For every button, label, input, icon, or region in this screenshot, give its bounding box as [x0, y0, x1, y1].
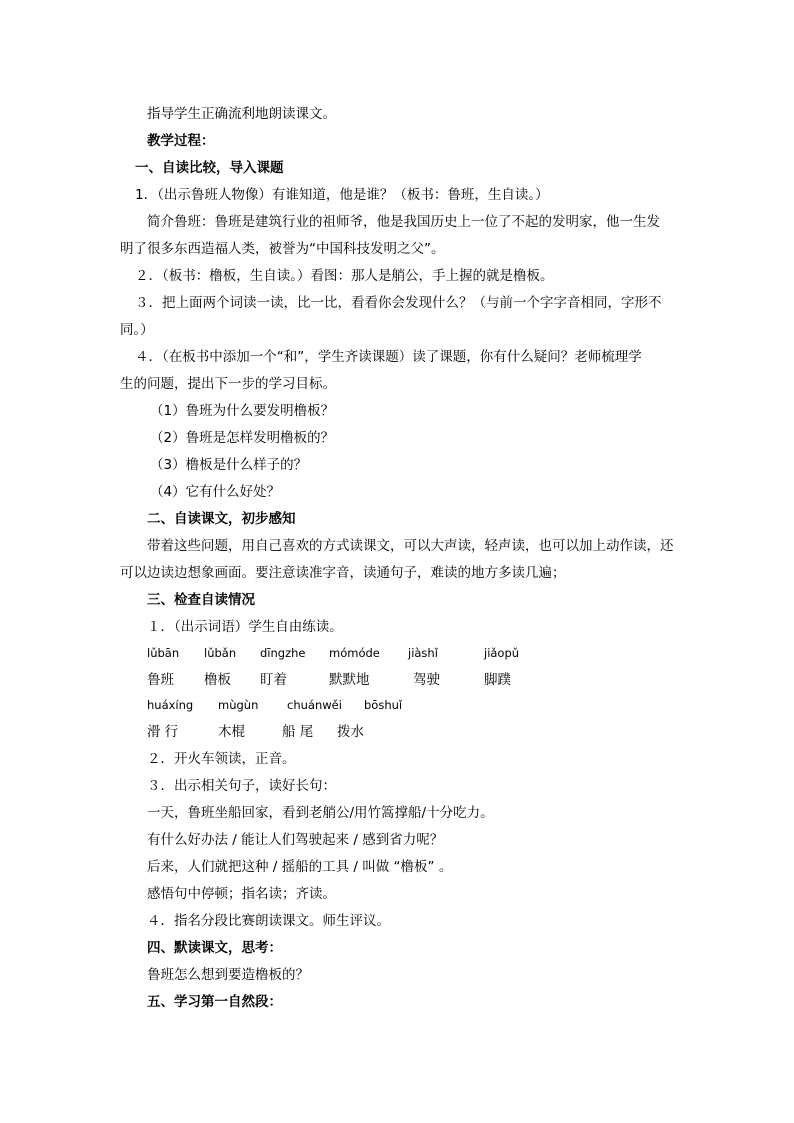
- section-1-heading: 一、自读比较，导入课题: [135, 160, 284, 176]
- step-4-line1: ４．（在板书中添加一个“和”，学生齐读课题）读了课题，你有什么疑问？老师梳理学: [135, 349, 642, 365]
- step-2: ２．（板书：橹板，生自读。）看图：那人是艄公，手上握的就是橹板。: [135, 268, 554, 284]
- check-step-1: １．（出示词语）学生自由练读。: [147, 619, 343, 635]
- question-2: （2）鲁班是怎样发明橹板的？: [150, 430, 335, 446]
- pinyin-boshui: bōshuǐ: [364, 698, 403, 712]
- pinyin-chuanwei: chuánwěi: [287, 698, 342, 712]
- pinyin-mugun: mùgùn: [218, 698, 259, 712]
- word-boshui: 拨水: [337, 724, 364, 740]
- section-3-heading: 三、检查自读情况: [147, 592, 255, 608]
- self-read-line1: 带着这些问题，用自己喜欢的方式读课文，可以大声读，轻声读，也可以加上动作读，还: [147, 538, 674, 554]
- question-4: （4）它有什么好处？: [150, 484, 281, 500]
- pinyin-jiashi: jiàshǐ: [408, 646, 438, 660]
- word-jiaopu: 脚蹼: [484, 672, 511, 688]
- word-luban: 鲁班: [147, 672, 174, 688]
- sentence-2: 有什么好办法 / 能让人们驾驶起来 / 感到省力呢？: [147, 832, 444, 848]
- word-momode: 默默地: [329, 672, 370, 688]
- section-4-heading: 四、默读课文，思考：: [147, 940, 282, 956]
- question-3: （3）橹板是什么样子的？: [150, 457, 308, 473]
- process-heading: 教学过程：: [147, 133, 215, 149]
- pinyin-huaxing: huáxíng: [147, 698, 194, 712]
- section-5-heading: 五、学习第一自然段：: [147, 994, 282, 1010]
- step-3-line2: 同。）: [120, 322, 154, 338]
- question-1: （1）鲁班为什么要发明橹板？: [150, 403, 335, 419]
- word-huaxing: 滑 行: [147, 724, 179, 740]
- word-jiashi: 驾驶: [413, 672, 440, 688]
- sentence-3: 后来，人们就把这种 / 摇船的工具 / 叫做 “橹板” 。: [147, 859, 453, 875]
- section-4-question: 鲁班怎么想到要造橹板的？: [147, 967, 309, 983]
- pinyin-jiaopu: jiǎopǔ: [484, 646, 520, 660]
- pinyin-luban: lǔbān: [147, 646, 180, 660]
- step-4-line2: 生的问题，提出下一步的学习目标。: [120, 376, 336, 392]
- pinyin-dingzhe: dīngzhe: [260, 646, 306, 660]
- pinyin-luban-oar: lǔbǎn: [204, 646, 237, 660]
- word-luban-oar: 橹板: [204, 672, 231, 688]
- pause-practice: 感悟句中停顿；指名读；齐读。: [147, 886, 336, 902]
- word-chuanwei: 船 尾: [282, 724, 314, 740]
- check-step-3: ３．出示相关句子，读好长句：: [147, 778, 336, 794]
- check-step-4: ４．指名分段比赛朗读课文。师生评议。: [147, 913, 390, 929]
- check-step-2: ２．开火车领读，正音。: [147, 751, 296, 767]
- word-mugun: 木棍: [218, 724, 245, 740]
- word-dingzhe: 盯着: [260, 672, 287, 688]
- section-2-heading: 二、自读课文，初步感知: [147, 511, 296, 527]
- self-read-line2: 可以边读边想象画面。要注意读准字音，读通句子，难读的地方多读几遍；: [120, 565, 566, 581]
- objective-line: 指导学生正确流利地朗读课文。: [147, 106, 336, 122]
- luban-intro-line2: 明了很多东西造福人类，被誉为“中国科技发明之父”。: [120, 241, 445, 257]
- luban-intro-line1: 简介鲁班：鲁班是建筑行业的祖师爷，他是我国历史上一位了不起的发明家，他一生发: [147, 214, 660, 230]
- step-3-line1: ３．把上面两个词读一读，比一比，看看你会发现什么？（与前一个字字音相同，字形不: [135, 295, 662, 311]
- sentence-1: 一天，鲁班坐船回家，看到老艄公/用竹篙撑船/十分吃力。: [147, 805, 494, 821]
- step-1: 1．（出示鲁班人物像）有谁知道，他是谁？（板书：鲁班，生自读。）: [135, 187, 549, 203]
- pinyin-momode: mómóde: [329, 646, 380, 660]
